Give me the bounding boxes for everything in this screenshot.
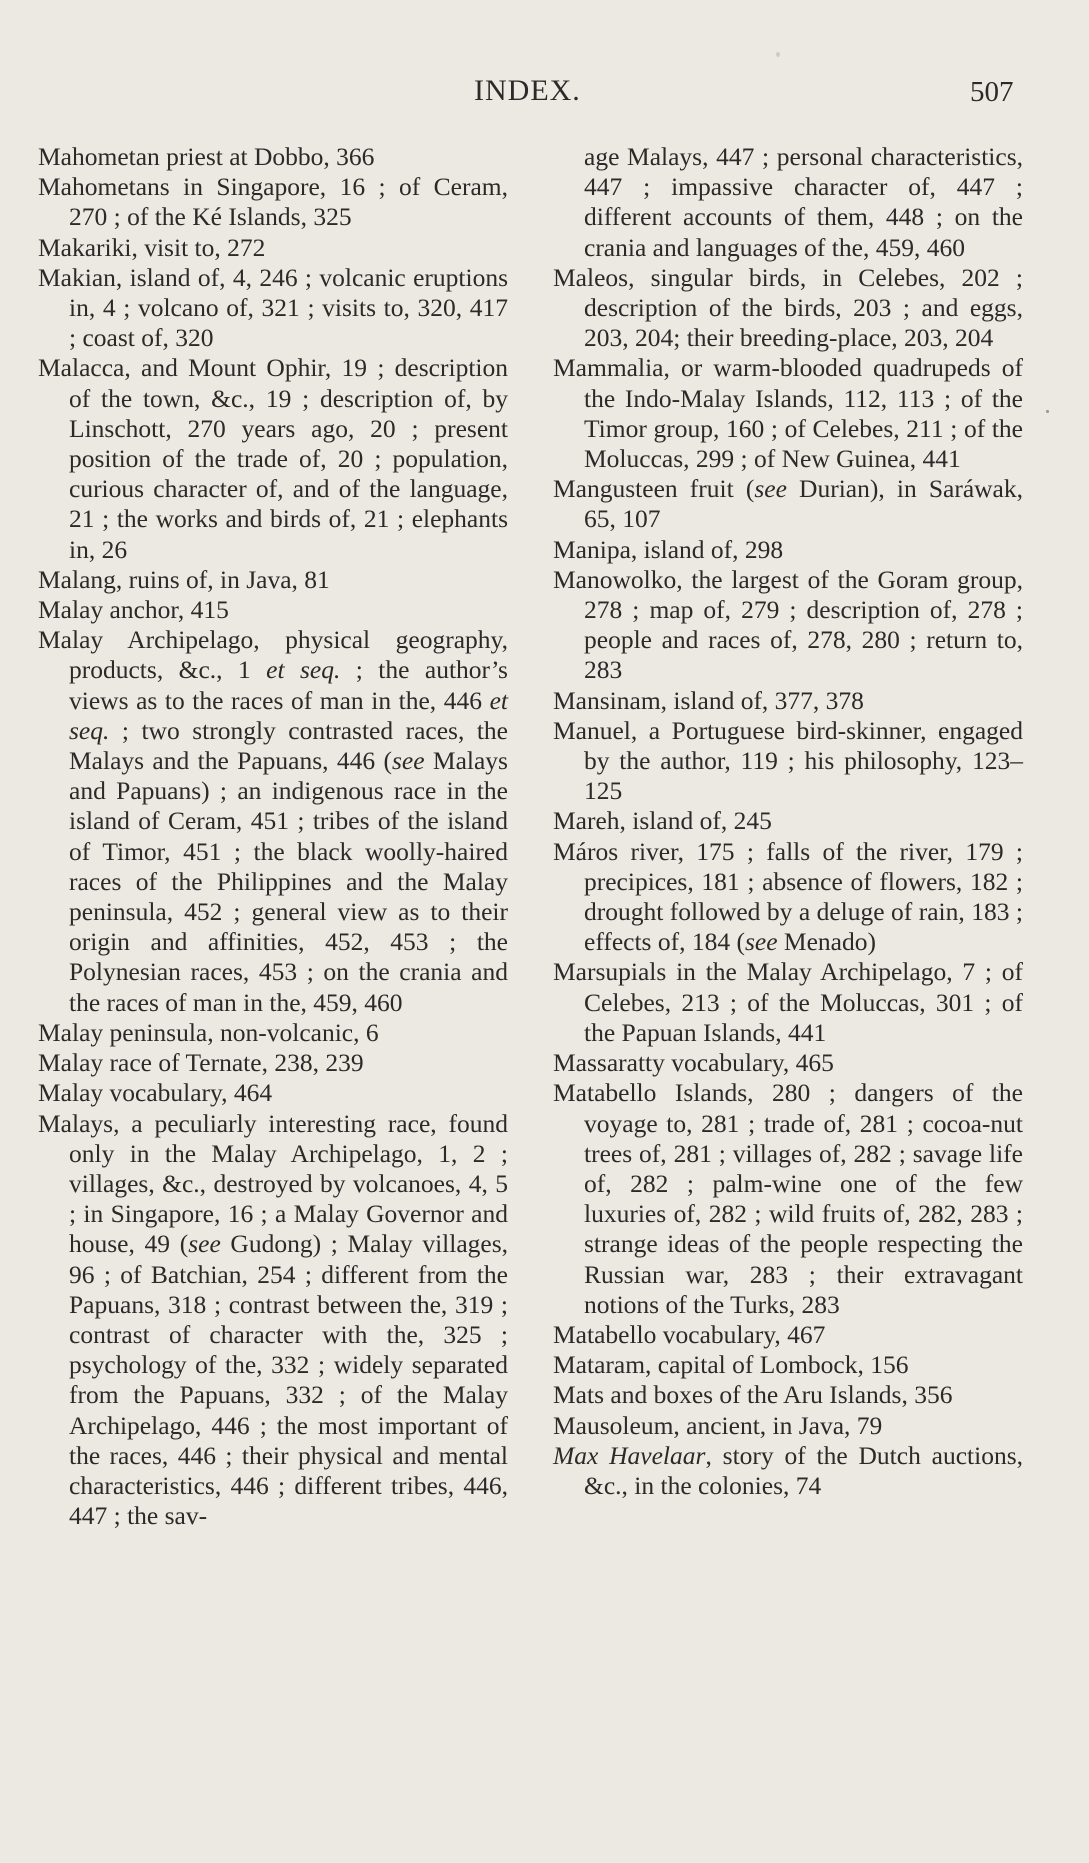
- index-entry: [553, 263, 1023, 354]
- index-entry: [38, 353, 508, 564]
- entry-text: Maleos, singular birds, in Celebes, 202 ; description of the birds, 203 ; and eggs, 203, 204; their breeding-place, 203, 204: [553, 262, 1023, 353]
- index-entry: [38, 625, 508, 1018]
- index-entry: [553, 565, 1023, 686]
- index-entry: [38, 1018, 508, 1048]
- index-entry: [38, 263, 508, 354]
- index-entry: [553, 1380, 1023, 1410]
- entry-text: Malay race of Ternate, 238, 239: [38, 1048, 364, 1078]
- paper-speck: [776, 52, 780, 57]
- index-entry: [553, 1350, 1023, 1380]
- entry-text: Máros river, 175 ; falls of the river, 179 ; precipices, 181 ; absence of flowers, 182 ; drought followed by a deluge of rain, 183 ; effects of, 184 (: [553, 836, 1023, 957]
- entry-text: Mangusteen fruit (: [553, 474, 755, 504]
- index-entry: [553, 957, 1023, 1048]
- entry-text: Mammalia, or warm-blooded quadrupeds of the Indo-Malay Islands, 112, 113 ; of the Timor group, 160 ; of Celebes, 211 ; of the Moluccas, 299 ; of New Guinea, 441: [553, 353, 1023, 474]
- page-header: [0, 62, 1089, 112]
- entry-text: Malay Archipelago, physical geography, products, &c., 1: [38, 625, 508, 685]
- index-entry: [38, 1109, 508, 1532]
- entry-text: Makariki, visit to, 272: [38, 232, 266, 262]
- index-entry: [38, 172, 508, 232]
- italic-text: et seq.: [69, 685, 508, 745]
- entry-text: Mansinam, island of, 377, 378: [553, 685, 864, 715]
- entry-text: Malay anchor, 415: [38, 595, 229, 625]
- entry-text: Manipa, island of, 298: [553, 534, 784, 564]
- index-entry: [553, 1078, 1023, 1320]
- entry-text: Malays and Papuans) ; an indigenous race in the island of Ceram, 451 ; tribes of the island of Timor, 451 ; the black woolly-haired races of the Philippines and the Malay peninsula, 452 ; general view as to their origin and affinities, 452, 453 ; the Polynesian races, 453 ; on the crania and the races of man in the, 459, 460: [69, 746, 508, 1017]
- entry-text: Malay vocabulary, 464: [38, 1078, 273, 1108]
- entry-text: Malang, ruins of, in Java, 81: [38, 564, 330, 594]
- index-entry-continuation: [553, 142, 1023, 263]
- entry-text: Malay peninsula, non-volcanic, 6: [38, 1017, 379, 1047]
- index-entry: [553, 837, 1023, 958]
- index-entry: [553, 806, 1023, 836]
- index-entry: [38, 142, 508, 172]
- entry-text: Manowolko, the largest of the Goram group, 278 ; map of, 279 ; description of, 278 ; people and races of, 278, 280 ; return to, 283: [553, 564, 1023, 685]
- entry-text: Mataram, capital of Lombock, 156: [553, 1350, 909, 1380]
- index-entry: [38, 1078, 508, 1108]
- index-entry: [553, 716, 1023, 807]
- entry-text: Malays, a peculiarly interesting race, found only in the Malay Archipelago, 1, 2 ; villages, &c., destroyed by volcanoes, 4, 5 ; in Singapore, 16 ; a Malay Governor and house, 49 (: [38, 1108, 508, 1259]
- entry-text: Malacca, and Mount Ophir, 19 ; description of the town, &c., 19 ; description of, by Linschott, 270 years ago, 20 ; present position of the trade of, 20 ; population, curious character of, and of the language, 21 ; the works and birds of, 21 ; elephants in, 26: [38, 353, 508, 564]
- italic-text: see: [744, 927, 778, 957]
- index-entry: [553, 686, 1023, 716]
- index-entry: [553, 1411, 1023, 1441]
- index-entry: [553, 474, 1023, 534]
- index-entry: [553, 535, 1023, 565]
- italic-text: et seq.: [266, 655, 341, 685]
- page-number: 507: [970, 76, 1014, 108]
- entry-text: Durian), in Saráwak, 65, 107: [584, 474, 1024, 534]
- entry-text: age Malays, 447 ; personal characteristics, 447 ; impassive character of, 447 ; different accounts of them, 448 ; on the crania and languages of the, 459, 460: [584, 142, 1023, 262]
- italic-text: see: [188, 1229, 221, 1259]
- entry-text: Matabello Islands, 280 ; dangers of the voyage to, 281 ; trade of, 281 ; cocoa-nut trees of, 281 ; villages of, 282 ; savage life of, 282 ; palm-wine one of the few luxuries of, 282 ; wild fruits of, 282, 283 ; strange ideas of the people respecting the Russian war, 283 ; their extravagant notions of the Turks, 283: [553, 1078, 1023, 1319]
- entry-text: Mahometan priest at Dobbo, 366: [38, 142, 375, 171]
- entry-text: Menado): [777, 927, 876, 957]
- entry-text: ; the author’s views as to the races of man in the, 446: [69, 655, 508, 715]
- italic-text: see: [391, 746, 425, 776]
- index-entry: [38, 595, 508, 625]
- entry-text: Makian, island of, 4, 246 ; volcanic eruptions in, 4 ; volcano of, 321 ; visits to, 320, 417 ; coast of, 320: [38, 262, 508, 353]
- entry-text: Mats and boxes of the Aru Islands, 356: [553, 1380, 953, 1410]
- italic-text: see: [754, 474, 787, 504]
- entry-text: ; two strongly contrasted races, the Malays and the Papuans, 446 (: [69, 715, 508, 776]
- index-entry: [553, 1441, 1023, 1501]
- entry-text: Marsupials in the Malay Archipelago, 7 ; of Celebes, 213 ; of the Moluccas, 301 ; of the Papuan Islands, 441: [553, 957, 1023, 1047]
- entry-text: Matabello vocabulary, 467: [553, 1319, 826, 1349]
- entry-text: Mareh, island of, 245: [553, 806, 772, 836]
- index-entry: [553, 353, 1023, 474]
- italic-text: Max Havelaar: [553, 1440, 706, 1470]
- entry-text: Mausoleum, ancient, in Java, 79: [553, 1410, 883, 1440]
- index-entry: [38, 1048, 508, 1078]
- index-column-left: [38, 142, 508, 1531]
- entry-text: Gudong) ; Malay villages, 96 ; of Batchian, 254 ; different from the Papuans, 318 ; contrast between the, 319 ; contrast of character with the, 325 ; psychology of the, 332 ; widely separated from the Papuans, 332 ; of the Malay Archipelago, 446 ; the most important of the races, 446 ; their physical and mental characteristics, 446 ; different tribes, 446, 447 ; the sav-: [69, 1229, 509, 1531]
- index-entry: [38, 565, 508, 595]
- paper-speck: [1046, 410, 1049, 413]
- index-column-right: [553, 142, 1023, 1501]
- running-title: INDEX.: [474, 74, 581, 107]
- entry-text: Mahometans in Singapore, 16 ; of Ceram, 270 ; of the Ké Islands, 325: [38, 172, 508, 232]
- entry-text: , story of the Dutch auctions, &c., in the colonies, 74: [584, 1440, 1023, 1500]
- index-entry: [553, 1320, 1023, 1350]
- entry-text: Manuel, a Portuguese bird-skinner, engaged by the author, 119 ; his philosophy, 123–125: [553, 715, 1023, 806]
- index-entry: [38, 233, 508, 263]
- index-entry: [553, 1048, 1023, 1078]
- entry-text: Massaratty vocabulary, 465: [553, 1048, 834, 1078]
